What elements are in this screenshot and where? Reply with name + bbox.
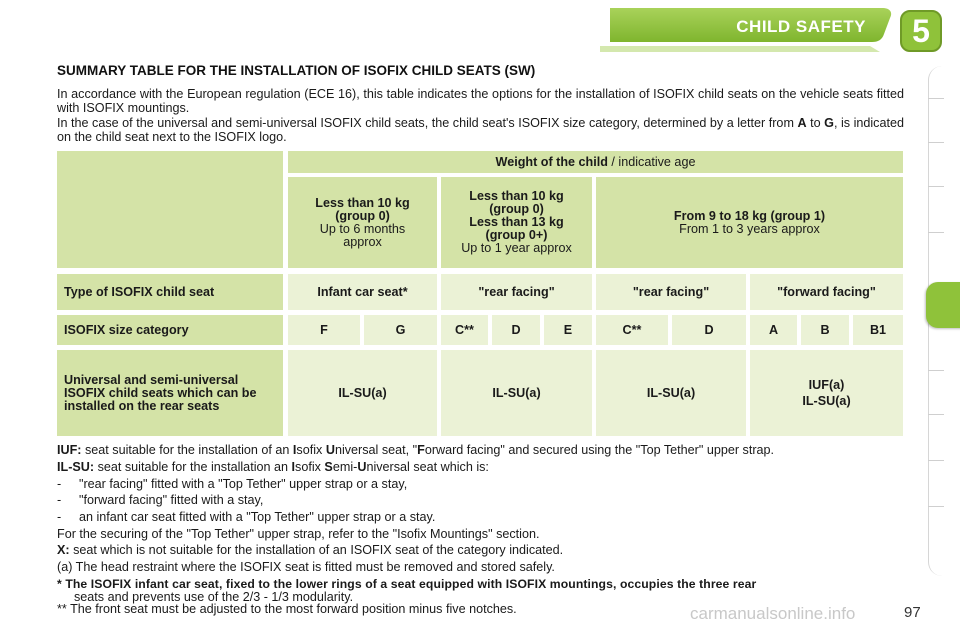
side-tab-divider — [928, 142, 944, 143]
type-cell: "rear facing" — [441, 274, 592, 310]
universal-cell: IUF(a) IL-SU(a) — [750, 350, 903, 436]
group-header-0: Less than 10 kg (group 0) Up to 6 months approx — [288, 177, 437, 268]
size-cell: D — [492, 315, 540, 345]
side-tab-divider — [928, 232, 944, 233]
legend-list-item: - "forward facing" fitted with a stay, — [57, 493, 264, 507]
legend-ilsu: IL-SU: seat suitable for the installation an Isofix Semi-Universal seat which is: — [57, 460, 489, 474]
chapter-number: 5 — [912, 13, 930, 49]
intro-paragraph-size: In the case of the universal and semi-universal ISOFIX child seats, the child seat's ISOFIX size category, determined by a letter from A to G, is indicated on the child seat next to the ISOFIX logo. — [57, 116, 904, 144]
side-tab-divider — [928, 414, 944, 415]
universal-cell: IL-SU(a) — [596, 350, 746, 436]
universal-cell: IL-SU(a) — [288, 350, 437, 436]
legend-head-restraint: (a) The head restraint where the ISOFIX seat is fitted must be removed and stored safely. — [57, 560, 555, 574]
side-tab-divider — [928, 98, 944, 99]
legend-iuf: IUF: seat suitable for the installation of an Isofix Universal seat, "Forward facing" and secured using the "Top Tether" upper strap. — [57, 443, 775, 457]
size-cell: D — [672, 315, 746, 345]
size-cell: G — [364, 315, 437, 345]
legend-x: X: seat which is not suitable for the installation of an ISOFIX seat of the category indicated. — [57, 543, 564, 557]
chapter-title: CHILD SAFETY — [736, 17, 866, 36]
side-tab-divider — [928, 460, 944, 461]
type-cell: "rear facing" — [596, 274, 746, 310]
footnote-single-star-cont: seats and prevents use of the 2/3 - 1/3 modularity. — [74, 590, 354, 604]
row-label-universal: Universal and semi-universal ISOFIX child seats which can be installed on the rear seats — [57, 350, 283, 436]
side-tab-divider — [928, 186, 944, 187]
weight-header: Weight of the child / indicative age — [288, 151, 903, 173]
legend-list-item: - an infant car seat fitted with a "Top Tether" upper strap or a stay. — [57, 510, 436, 524]
group-header-1: From 9 to 18 kg (group 1) From 1 to 3 years approx — [596, 177, 903, 268]
footnote-single-star: * The ISOFIX infant car seat, fixed to the lower rings of a seat equipped with ISOFIX mountings, occupies the three rear — [57, 577, 757, 591]
size-cell: C** — [596, 315, 668, 345]
size-cell: B — [801, 315, 849, 345]
side-tab-child-safety[interactable] — [926, 282, 960, 328]
intro-paragraph: In accordance with the European regulation (ECE 16), this table indicates the options for the installation of ISOFIX child seats on the vehicle seats fitted with ISOFIX mountings. — [57, 87, 904, 115]
size-cell: F — [288, 315, 360, 345]
size-cell: A — [750, 315, 797, 345]
type-cell: Infant car seat* — [288, 274, 437, 310]
universal-cell: IL-SU(a) — [441, 350, 592, 436]
size-cell: B1 — [853, 315, 903, 345]
footnote-double-star: ** The front seat must be adjusted to the most forward position minus five notches. — [57, 602, 517, 616]
group-header-0plus: Less than 10 kg (group 0) Less than 13 kg (group 0+) Up to 1 year approx — [441, 177, 592, 268]
page-number: 97 — [904, 604, 921, 621]
row-label-size: ISOFIX size category — [57, 315, 283, 345]
legend-securing: For the securing of the "Top Tether" upper strap, refer to the "Isofix Mountings" section. — [57, 527, 540, 541]
type-cell: "forward facing" — [750, 274, 903, 310]
watermark: carmanualsonline.info — [690, 604, 856, 623]
size-cell: E — [544, 315, 592, 345]
section-title: SUMMARY TABLE FOR THE INSTALLATION OF ISOFIX CHILD SEATS (SW) — [57, 63, 536, 78]
table-corner-cell — [57, 151, 283, 268]
legend-list-item: - "rear facing" fitted with a "Top Tether" upper strap or a stay, — [57, 477, 408, 491]
side-tab-divider — [928, 506, 944, 507]
size-cell: C** — [441, 315, 488, 345]
side-tab-divider — [928, 370, 944, 371]
row-label-type: Type of ISOFIX child seat — [57, 274, 283, 310]
